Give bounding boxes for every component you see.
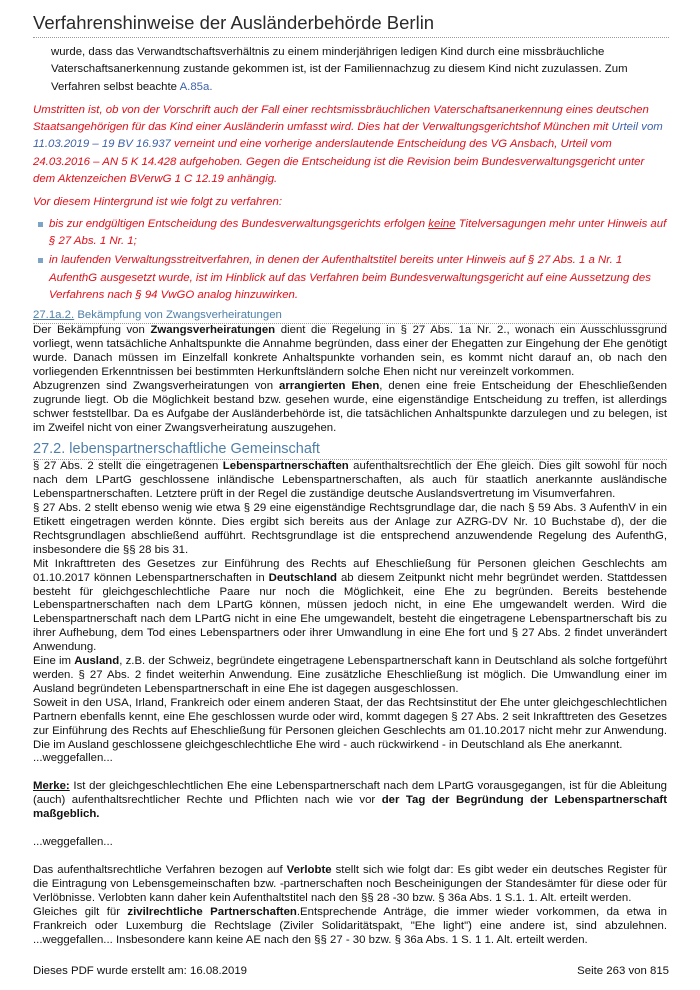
intro-text: wurde, dass das Verwandtschaftsverhältnis zu einem minderjährigen ledigen Kind durch eine missbräuchliche Vaterschaftsanerkennung zustande gekommen ist, ist der Familiennachzug zu diesem Kind nicht zuzulassen. Zum Verfahren selbst beachte [51, 46, 628, 93]
bullet-icon [38, 258, 43, 263]
paragraph [33, 655, 667, 697]
link-urteil[interactable]: Urteil vom 11.03.2019 – 19 BV 16.937 [33, 121, 663, 151]
bold-term: Ausland [74, 655, 120, 668]
footer-page-number: Seite 263 von 815 [577, 965, 669, 977]
text: stellt sich wie folgt dar: Es gibt weder ein deutsches Register für die Eintragung von Lebensgemeinschaften bzw. -partnerschaften noch Bescheinigungen der Standesämter für diese oder für Verlöbnisse. Verlobten kann daher kein Aufenthaltstitel nach den §§ 28 -30 bzw. § 36a Abs. 1 S.1. 1. Alt. erteilt werden. [33, 863, 667, 904]
bullet-icon [38, 222, 43, 227]
bold-term: zivilrechtliche Partnerschaften [127, 905, 297, 918]
omitted-note: ...weggefallen... [33, 836, 113, 849]
text: , z.B. der Schweiz, begründete eingetragene Lebenspartnerschaft kann in Deutschland als solche fortgeführt werden. § 27 Abs. 2 findet weiterhin Anwendung. Eine zusätzliche Eheschließung ist möglich. Die Umwandlung einer im Ausland begründeten Lebenspartnerschaft in eine Ehe ist dagegen ausgeschlossen. [33, 655, 667, 695]
intro-paragraph [51, 44, 667, 96]
text: ab diesem Zeitpunkt nicht mehr begründet werden. Stattdessen besteht für gleichgeschlechtliche Paare nur noch die Möglichkeit, eine Ehe zu begründen. Bereits bestehende Lebenspartnerschaften nach dem LPartG können, müssen jedoch nicht, in eine Ehe umgewandelt werden. Wird die Lebenspartnerschaft nach dem LPartG nicht in eine Ehe umgewandelt, besteht die eingetragene Lebenspartnerschaft bis zu ihrer Aufhebung, dem Tod eines Lebenspartners oder ihrer Umwandlung in eine Ehe fort und § 27 Abs. 2 findet unverändert Anwendung. [33, 571, 667, 654]
header-divider [33, 37, 669, 38]
text: aufenthaltsrechtlich der Ehe gleich. Dies gilt sowohl für noch nach dem LPartG geschlossene inländische Lebenspartnerschaften, als auch für staatlich anerkannte ausländische Lebenspartnerschaften. Letztere prüft in der Regel die zuständige deutsche Auslandsvertretung im Visumverfahren. [33, 460, 667, 501]
text: dient die Regelung in § 27 Abs. 1a Nr. 2., wonach ein Ausschlussgrund vorliegt, wenn tatsächliche Anhaltspunkte die Annahme begründen, dass einer der Ehegatten zur Eingehung der Ehe genötigt wurde. Danach müssen im Einzelfall konkrete Anhaltspunkte vorhanden sein, es kommt nicht darauf an, ob nach den vorliegenden Erkenntnissen bei bestimmten Herkunftsländern solche Ehen nicht nur vereinzelt vorkommen. [33, 324, 667, 378]
paragraph: Soweit in den USA, Irland, Frankreich oder einem anderen Staat, der das Rechtsinstitut der Ehe unter gleichgeschlechtlichen Partnern ebenfalls kennt, eine Ehe geschlossen wurde oder wird, kommt dagegen § 27 Abs. 2 seit Inkrafttreten des Gesetzes zur Einführung des Rechts auf Eheschließung für Personen gleichen Geschlechts am 01.10.2017 nicht mehr zur Anwendung. Die im Ausland geschlossene gleichgeschlechtliche Ehe wird - auch rückwirkend - in Deutschland als Ehe anerkannt. [33, 696, 667, 751]
paragraph: § 27 Abs. 2 stellt ebenso wenig wie etwa § 29 eine eigenständige Rechtsgrundlage dar, die nach § 59 Abs. 3 AufenthV in ein Etikett eingetragen werden könnte. Dies ergibt sich bereits aus der Anlage zur AZRG-DV Nr. 10 Buchstabe d), der die Rechtsgrundlagen abschließend aufführt. Rechtsgrundlage ist die entsprechend anzuwendende Regelung des AufenthG, insbesondere die §§ 28 bis 31. [33, 502, 667, 556]
bullet2-text: in laufenden Verwaltungsstreitverfahren, in denen der Aufenthaltstitel bereits unter Hinweis auf § 27 Abs. 1 a Nr. 1 AufenthG ausgesetzt wurde, ist im Hinblick auf das Verfahren beim Bundesverwaltungsgericht auf eine Aussetzung des Verfahrens nach § 94 VwGO analog hinzuwirken. [49, 254, 651, 301]
text: § 27 Abs. 2 stellt die eingetragenen [33, 460, 223, 473]
bold-term: Zwangsverheiratungen [150, 324, 276, 337]
procedure-intro: Vor diesem Hintergrund ist wie folgt zu verfahren: [33, 196, 283, 209]
text: .Entsprechende Anträge, die immer wieder vorkommen, da etwa in Frankreich oder Luxemburg die Rechtslage (Ziviler Solidaritätspakt, "Ehe light") eine andere ist, sind abzulehnen. ...weggefallen... Insbesondere kann keine AE nach den §§ 27 - 30 bzw. § 36a Abs. 1 S. 1 1. Alt. erteilt werden. [33, 905, 667, 946]
bold-term: Verlobte [286, 863, 332, 876]
omitted-note: ...weggefallen... [33, 752, 113, 765]
section-heading-27-2: 27.2. lebenspartnerschaftliche Gemeinschaft [33, 441, 320, 458]
paragraph [33, 558, 667, 655]
section-title: Bekämpfung von Zwangsverheiratungen [74, 309, 282, 322]
document-body [33, 44, 667, 947]
spacer [33, 766, 667, 780]
bullet1-text-a: bis zur endgültigen Entscheidung des Bundesverwaltungsgerichts erfolgen [49, 217, 429, 230]
text: Der Bekämpfung von [33, 324, 151, 337]
disputed-text-b: verneint und eine vorherige anderslautende Entscheidung des VG Ansbach, Urteil vom 24.03.2016 – AN 5 K 14.428 aufgehoben. Gegen die Entscheidung ist die Revision beim Bundesverwaltungsgericht unter dem Aktenzeichen BVerwG 1 C 12.19 anhängig. [33, 138, 645, 186]
paragraph [33, 906, 667, 948]
spacer [33, 850, 667, 864]
section-number-link[interactable]: 27.1a.2. [33, 309, 75, 322]
spacer [33, 822, 667, 836]
bullet1-text-b: Titelversagungen mehr unter Hinweis auf § 27 Abs. 1 Nr. 1; [49, 217, 667, 247]
paragraph [33, 460, 667, 502]
bullet1-underlined: keine [428, 217, 456, 230]
text: , denen eine freie Entscheidung der Eheschließenden zugrunde liegt. Ob die Möglichkeit bestand bzw. gesehen wurde, eine eigenständige Entscheidung zu treffen, ist allerdings schwer feststellbar. Da es Aufgabe der Ausländerbehörde ist, die tatsächlichen Anhaltspunkte darzulegen und zu belegen, ist im Zweifel nicht von einer Zwangsverheiratung auszugehen. [33, 379, 667, 434]
list-item [33, 252, 667, 304]
bold-term: arrangierten Ehen [279, 379, 380, 392]
page-header-title: Verfahrenshinweise der Ausländerbehörde Berlin [33, 12, 435, 33]
text: Eine im [33, 655, 75, 668]
procedure-list [33, 216, 667, 304]
disputed-paragraph [33, 102, 667, 188]
footer-created-date: Dieses PDF wurde erstellt am: 16.08.2019 [33, 965, 247, 977]
text: Mit Inkrafttreten des Gesetzes zur Einführung des Rechts auf Eheschließung für Personen gleichen Geschlechts am 01.10.2017 können Lebenspartnerschaften in [33, 557, 667, 584]
text: Gleiches gilt für [33, 905, 128, 918]
bold-term: der Tag der Begründung der Lebenspartnerschaft maßgeblich. [33, 794, 667, 821]
disputed-text-a: Umstritten ist, ob von der Vorschrift auch der Fall einer rechtsmissbräuchlichen Vaterschaftsanerkennung eines deutschen Staatsangehörigen für das Kind einer Ausländerin umfasst wird. Dies hat der Verwaltungsgerichtshof München mit [33, 103, 649, 134]
arranged-marriage-paragraph [33, 380, 667, 436]
text: Ist der gleichgeschlechtlichen Ehe eine Lebenspartnerschaft nach dem LPartG vorausgegangen, ist für die Ableitung (auch) aufenthaltsrechtlicher Rechte und Pflichten nach wie vor [33, 780, 667, 807]
merke-paragraph [33, 780, 667, 822]
text: Abzugrenzen sind Zwangsverheiratungen von [33, 379, 280, 392]
bold-term: Lebenspartnerschaften [222, 460, 349, 473]
paragraph [33, 864, 667, 906]
text: Das aufenthaltsrechtliche Verfahren bezogen auf [33, 863, 287, 876]
section-heading-27-1a-2 [33, 308, 667, 322]
bold-term: Deutschland [268, 571, 337, 584]
forced-marriage-paragraph [33, 324, 667, 380]
merke-label: Merke: [33, 780, 70, 793]
link-a85a[interactable]: A.85a. [179, 80, 213, 93]
list-item [33, 216, 667, 251]
